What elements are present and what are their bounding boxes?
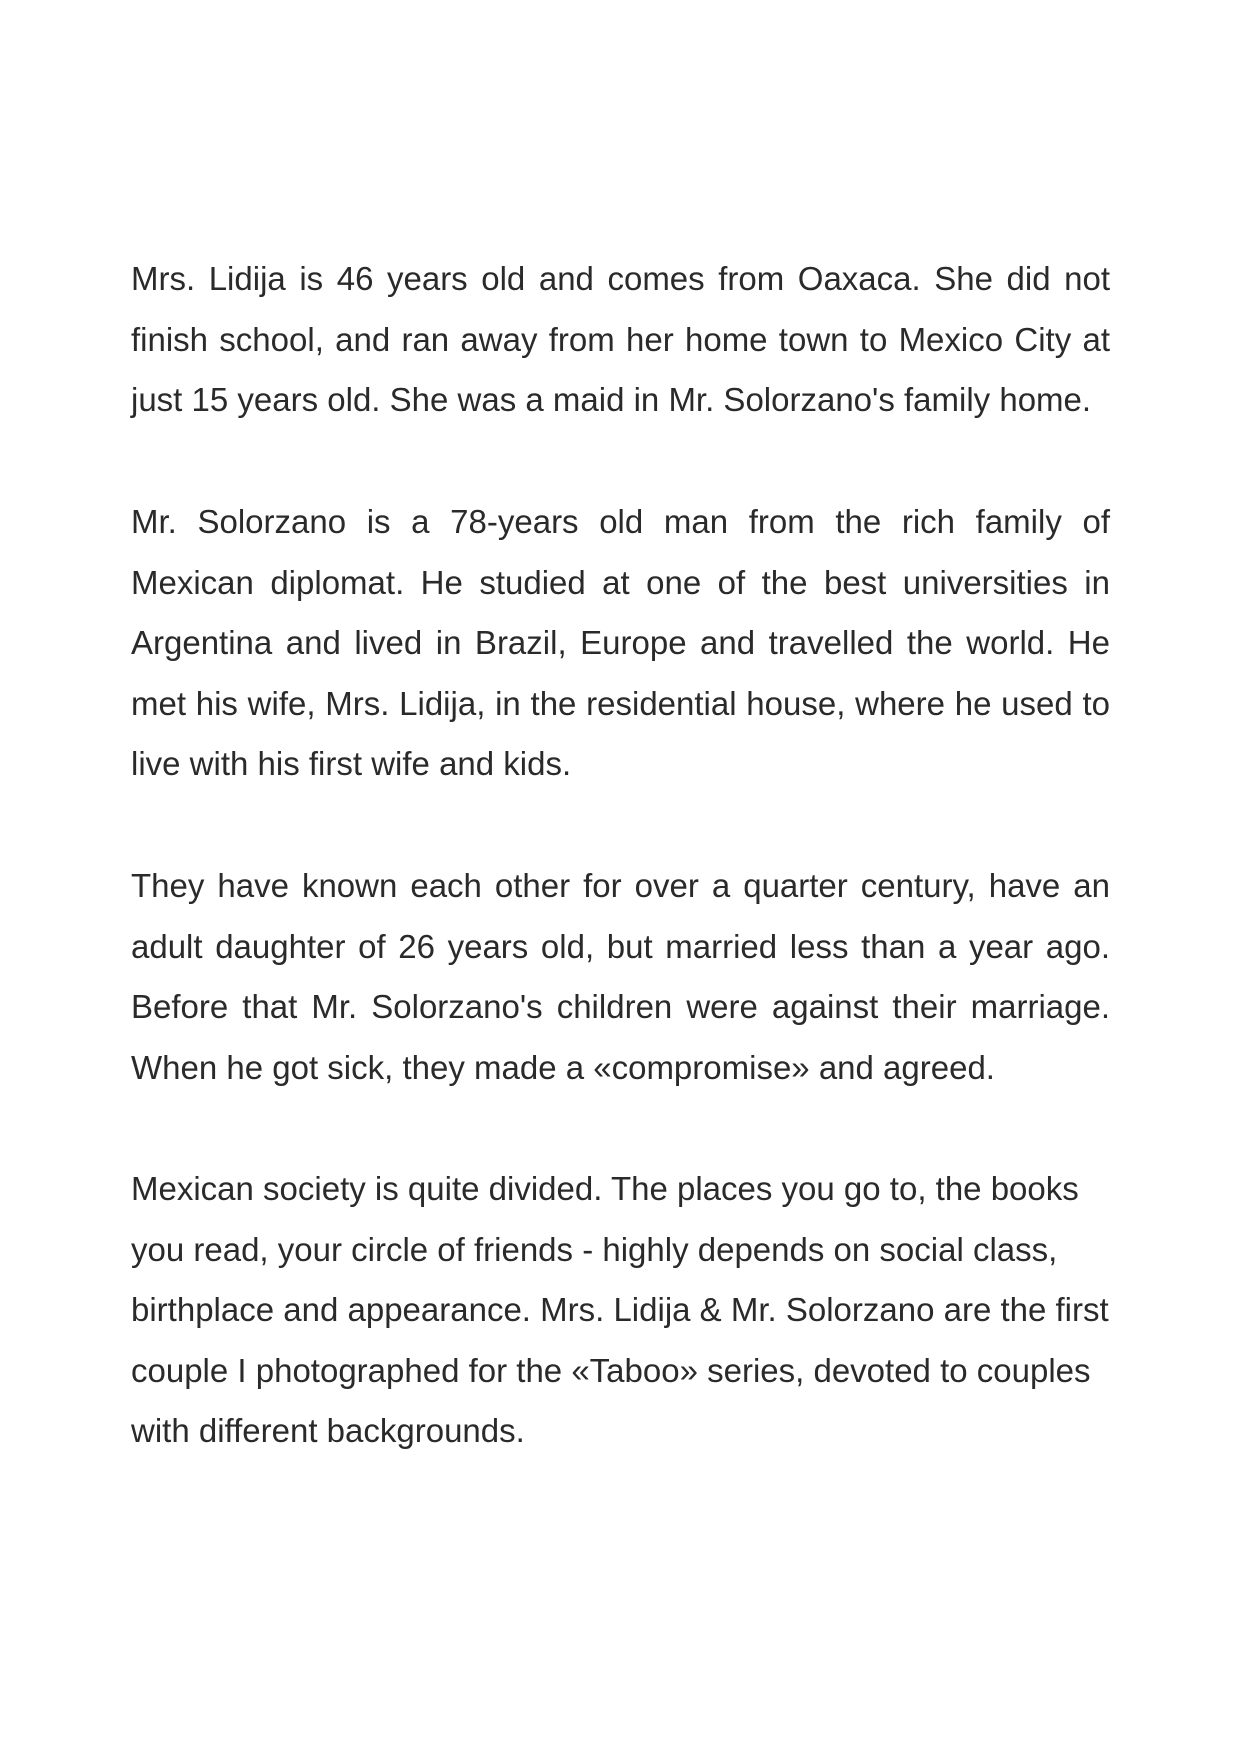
paragraph-3: They have known each other for over a quarter century, have an adult daughter of 26 years old, but married less than a year ago. Before that Mr. Solorzano's children were against their marriage. When he got sick, they made a «compromise» and agreed. bbox=[131, 867, 1110, 1086]
paragraph-2: Mr. Solorzano is a 78-years old man from the rich family of Mexican diplomat. He studied at one of the best universities in Argentina and lived in Brazil, Europe and travelled the world. He met his wife, Mrs. Lidija, in the residential house, where he used to live with his first wife and kids. bbox=[131, 503, 1110, 782]
paragraph-4: Mexican society is quite divided. The places you go to, the books you read, your circle of friends - highly depends on social class, birthplace and appearance. Mrs. Lidija & Mr. Solorzano are the first couple I photographed for the «Taboo» series, devoted to couples with different backgrounds. bbox=[131, 1170, 1109, 1449]
paragraph-1: Mrs. Lidija is 46 years old and comes from Oaxaca. She did not finish school, and ran away from her home town to Mexico City at just 15 years old. She was a maid in Mr. Solorzano's family home. bbox=[131, 260, 1110, 418]
document-page bbox=[131, 0, 1110, 1753]
